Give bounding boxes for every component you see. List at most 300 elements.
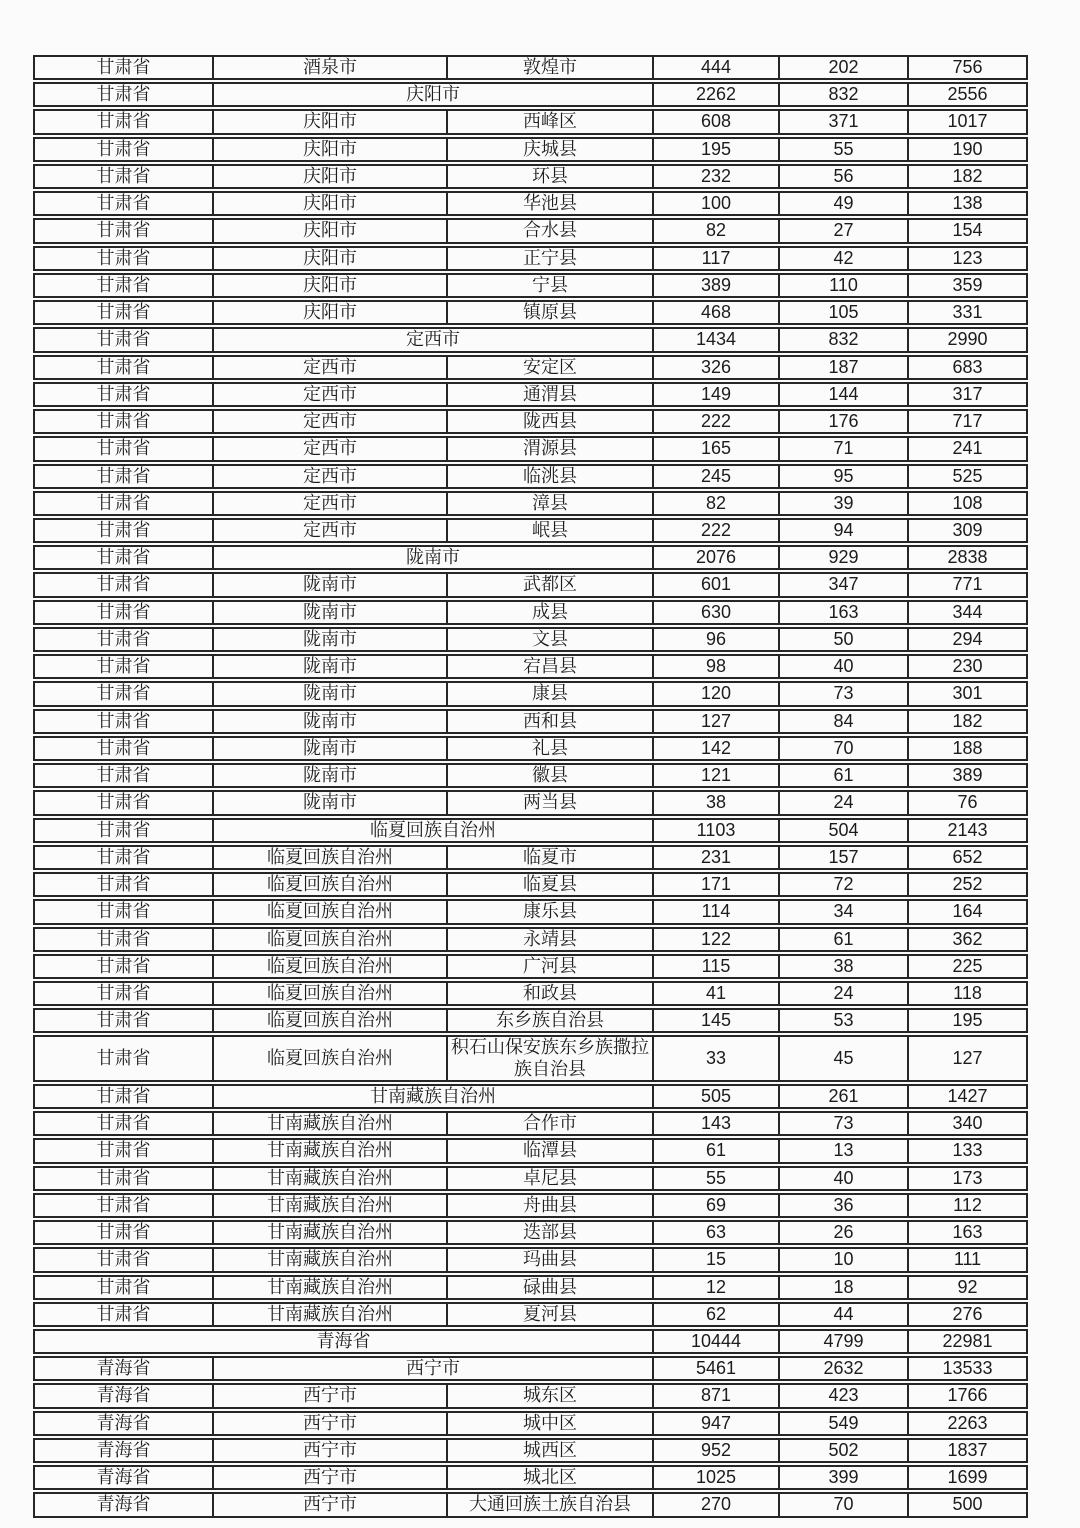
table-row bbox=[33, 627, 1028, 652]
value-cell: 389 bbox=[908, 763, 1028, 788]
table-row bbox=[33, 191, 1028, 216]
province-cell: 甘肃省 bbox=[33, 1302, 213, 1327]
county-cell: 渭源县 bbox=[447, 436, 653, 461]
value-cell: 1699 bbox=[908, 1465, 1028, 1490]
value-cell: 245 bbox=[653, 464, 779, 489]
city-cell: 陇南市 bbox=[213, 572, 447, 597]
city-cell: 定西市 bbox=[213, 382, 447, 407]
value-cell: 121 bbox=[653, 763, 779, 788]
city-cell: 庆阳市 bbox=[213, 164, 447, 189]
value-cell: 294 bbox=[908, 627, 1028, 652]
county-cell: 徽县 bbox=[447, 763, 653, 788]
table-row bbox=[33, 845, 1028, 870]
city-cell: 定西市 bbox=[213, 518, 447, 543]
value-cell: 84 bbox=[779, 709, 908, 734]
city-cell: 陇南市 bbox=[213, 709, 447, 734]
value-cell: 95 bbox=[779, 464, 908, 489]
table-body bbox=[33, 55, 1028, 1518]
table-row bbox=[33, 518, 1028, 543]
value-cell: 145 bbox=[653, 1008, 779, 1033]
province-cell: 甘肃省 bbox=[33, 654, 213, 679]
value-cell: 38 bbox=[653, 790, 779, 815]
county-cell: 迭部县 bbox=[447, 1220, 653, 1245]
value-cell: 331 bbox=[908, 300, 1028, 325]
table-row bbox=[33, 899, 1028, 924]
value-cell: 225 bbox=[908, 954, 1028, 979]
province-cell: 甘肃省 bbox=[33, 681, 213, 706]
value-cell: 1017 bbox=[908, 109, 1028, 134]
value-cell: 34 bbox=[779, 899, 908, 924]
value-cell: 608 bbox=[653, 109, 779, 134]
value-cell: 82 bbox=[653, 218, 779, 243]
value-cell: 73 bbox=[779, 681, 908, 706]
county-cell: 夏河县 bbox=[447, 1302, 653, 1327]
province-cell: 甘肃省 bbox=[33, 137, 213, 162]
county-cell: 舟曲县 bbox=[447, 1193, 653, 1218]
value-cell: 2262 bbox=[653, 82, 779, 107]
city-cell: 陇南市 bbox=[213, 681, 447, 706]
value-cell: 96 bbox=[653, 627, 779, 652]
value-cell: 26 bbox=[779, 1220, 908, 1245]
value-cell: 195 bbox=[908, 1008, 1028, 1033]
city-total-cell: 临夏回族自治州 bbox=[213, 818, 653, 843]
value-cell: 1837 bbox=[908, 1438, 1028, 1463]
city-total-cell: 甘南藏族自治州 bbox=[213, 1084, 653, 1109]
city-cell: 甘南藏族自治州 bbox=[213, 1302, 447, 1327]
city-total-cell: 西宁市 bbox=[213, 1356, 653, 1381]
city-cell: 甘南藏族自治州 bbox=[213, 1247, 447, 1272]
county-cell: 大通回族土族自治县 bbox=[447, 1492, 653, 1517]
value-cell: 120 bbox=[653, 681, 779, 706]
value-cell: 133 bbox=[908, 1138, 1028, 1163]
province-cell: 青海省 bbox=[33, 1383, 213, 1408]
city-cell: 临夏回族自治州 bbox=[213, 899, 447, 924]
city-cell: 定西市 bbox=[213, 436, 447, 461]
value-cell: 100 bbox=[653, 191, 779, 216]
city-cell: 临夏回族自治州 bbox=[213, 872, 447, 897]
province-cell: 甘肃省 bbox=[33, 55, 213, 80]
table-row bbox=[33, 1383, 1028, 1408]
province-cell: 甘肃省 bbox=[33, 464, 213, 489]
province-cell: 青海省 bbox=[33, 1356, 213, 1381]
value-cell: 71 bbox=[779, 436, 908, 461]
county-cell: 西峰区 bbox=[447, 109, 653, 134]
table-row bbox=[33, 1492, 1028, 1517]
value-cell: 222 bbox=[653, 518, 779, 543]
county-cell: 漳县 bbox=[447, 491, 653, 516]
city-cell: 临夏回族自治州 bbox=[213, 981, 447, 1006]
province-cell: 青海省 bbox=[33, 1438, 213, 1463]
city-cell: 庆阳市 bbox=[213, 273, 447, 298]
value-cell: 222 bbox=[653, 409, 779, 434]
city-cell: 甘南藏族自治州 bbox=[213, 1166, 447, 1191]
province-cell: 甘肃省 bbox=[33, 273, 213, 298]
county-cell: 城东区 bbox=[447, 1383, 653, 1408]
value-cell: 2263 bbox=[908, 1411, 1028, 1436]
province-cell: 甘肃省 bbox=[33, 382, 213, 407]
table-row bbox=[33, 300, 1028, 325]
value-cell: 1766 bbox=[908, 1383, 1028, 1408]
value-cell: 92 bbox=[908, 1275, 1028, 1300]
value-cell: 56 bbox=[779, 164, 908, 189]
city-cell: 甘南藏族自治州 bbox=[213, 1193, 447, 1218]
county-cell: 临夏市 bbox=[447, 845, 653, 870]
value-cell: 756 bbox=[908, 55, 1028, 80]
value-cell: 929 bbox=[779, 545, 908, 570]
value-cell: 142 bbox=[653, 736, 779, 761]
province-cell: 甘肃省 bbox=[33, 164, 213, 189]
value-cell: 504 bbox=[779, 818, 908, 843]
city-cell: 临夏回族自治州 bbox=[213, 954, 447, 979]
province-cell: 青海省 bbox=[33, 1492, 213, 1517]
value-cell: 187 bbox=[779, 355, 908, 380]
county-cell: 合水县 bbox=[447, 218, 653, 243]
province-cell: 甘肃省 bbox=[33, 1084, 213, 1109]
county-cell: 正宁县 bbox=[447, 246, 653, 271]
county-cell: 文县 bbox=[447, 627, 653, 652]
value-cell: 2143 bbox=[908, 818, 1028, 843]
value-cell: 111 bbox=[908, 1247, 1028, 1272]
table-row bbox=[33, 1166, 1028, 1191]
city-cell: 临夏回族自治州 bbox=[213, 1035, 447, 1081]
value-cell: 188 bbox=[908, 736, 1028, 761]
county-cell: 敦煌市 bbox=[447, 55, 653, 80]
value-cell: 276 bbox=[908, 1302, 1028, 1327]
county-cell: 城北区 bbox=[447, 1465, 653, 1490]
value-cell: 55 bbox=[653, 1166, 779, 1191]
value-cell: 13533 bbox=[908, 1356, 1028, 1381]
value-cell: 61 bbox=[779, 763, 908, 788]
county-cell: 武都区 bbox=[447, 572, 653, 597]
province-cell: 甘肃省 bbox=[33, 355, 213, 380]
value-cell: 63 bbox=[653, 1220, 779, 1245]
table-row bbox=[33, 82, 1028, 107]
value-cell: 72 bbox=[779, 872, 908, 897]
county-cell: 城西区 bbox=[447, 1438, 653, 1463]
value-cell: 61 bbox=[653, 1138, 779, 1163]
table-row bbox=[33, 491, 1028, 516]
province-cell: 甘肃省 bbox=[33, 899, 213, 924]
table-row bbox=[33, 1247, 1028, 1272]
value-cell: 5461 bbox=[653, 1356, 779, 1381]
city-cell: 陇南市 bbox=[213, 654, 447, 679]
county-cell: 东乡族自治县 bbox=[447, 1008, 653, 1033]
value-cell: 143 bbox=[653, 1111, 779, 1136]
value-cell: 182 bbox=[908, 709, 1028, 734]
value-cell: 163 bbox=[908, 1220, 1028, 1245]
city-cell: 陇南市 bbox=[213, 600, 447, 625]
table-row bbox=[33, 109, 1028, 134]
value-cell: 326 bbox=[653, 355, 779, 380]
value-cell: 105 bbox=[779, 300, 908, 325]
table-row bbox=[33, 709, 1028, 734]
value-cell: 24 bbox=[779, 981, 908, 1006]
value-cell: 127 bbox=[653, 709, 779, 734]
table-row bbox=[33, 681, 1028, 706]
city-cell: 庆阳市 bbox=[213, 300, 447, 325]
value-cell: 344 bbox=[908, 600, 1028, 625]
county-cell: 华池县 bbox=[447, 191, 653, 216]
province-cell: 甘肃省 bbox=[33, 1247, 213, 1272]
table-row bbox=[33, 327, 1028, 352]
county-cell: 临潭县 bbox=[447, 1138, 653, 1163]
value-cell: 1025 bbox=[653, 1465, 779, 1490]
table-row bbox=[33, 572, 1028, 597]
value-cell: 118 bbox=[908, 981, 1028, 1006]
value-cell: 149 bbox=[653, 382, 779, 407]
province-cell: 甘肃省 bbox=[33, 709, 213, 734]
province-cell: 甘肃省 bbox=[33, 518, 213, 543]
city-cell: 西宁市 bbox=[213, 1492, 447, 1517]
county-cell: 卓尼县 bbox=[447, 1166, 653, 1191]
value-cell: 69 bbox=[653, 1193, 779, 1218]
county-cell: 岷县 bbox=[447, 518, 653, 543]
value-cell: 49 bbox=[779, 191, 908, 216]
value-cell: 108 bbox=[908, 491, 1028, 516]
table-row bbox=[33, 1008, 1028, 1033]
table-row bbox=[33, 1356, 1028, 1381]
city-cell: 酒泉市 bbox=[213, 55, 447, 80]
table-row bbox=[33, 872, 1028, 897]
province-cell: 甘肃省 bbox=[33, 1275, 213, 1300]
table-row bbox=[33, 1411, 1028, 1436]
value-cell: 44 bbox=[779, 1302, 908, 1327]
city-cell: 西宁市 bbox=[213, 1465, 447, 1490]
table-row bbox=[33, 164, 1028, 189]
province-cell: 甘肃省 bbox=[33, 1008, 213, 1033]
value-cell: 359 bbox=[908, 273, 1028, 298]
table-row bbox=[33, 545, 1028, 570]
table-row bbox=[33, 1084, 1028, 1109]
county-cell: 广河县 bbox=[447, 954, 653, 979]
province-cell: 甘肃省 bbox=[33, 818, 213, 843]
table-row bbox=[33, 1035, 1028, 1081]
table-row bbox=[33, 137, 1028, 162]
county-cell: 临夏县 bbox=[447, 872, 653, 897]
value-cell: 241 bbox=[908, 436, 1028, 461]
county-cell: 城中区 bbox=[447, 1411, 653, 1436]
province-cell: 甘肃省 bbox=[33, 845, 213, 870]
table-row bbox=[33, 273, 1028, 298]
value-cell: 371 bbox=[779, 109, 908, 134]
county-cell: 玛曲县 bbox=[447, 1247, 653, 1272]
province-cell: 甘肃省 bbox=[33, 927, 213, 952]
province-cell: 青海省 bbox=[33, 1411, 213, 1436]
table-row bbox=[33, 218, 1028, 243]
value-cell: 202 bbox=[779, 55, 908, 80]
value-cell: 12 bbox=[653, 1275, 779, 1300]
county-cell: 成县 bbox=[447, 600, 653, 625]
county-cell: 西和县 bbox=[447, 709, 653, 734]
value-cell: 1103 bbox=[653, 818, 779, 843]
city-total-cell: 庆阳市 bbox=[213, 82, 653, 107]
value-cell: 154 bbox=[908, 218, 1028, 243]
city-cell: 甘南藏族自治州 bbox=[213, 1275, 447, 1300]
county-cell: 永靖县 bbox=[447, 927, 653, 952]
city-cell: 庆阳市 bbox=[213, 109, 447, 134]
value-cell: 231 bbox=[653, 845, 779, 870]
value-cell: 683 bbox=[908, 355, 1028, 380]
value-cell: 53 bbox=[779, 1008, 908, 1033]
city-cell: 临夏回族自治州 bbox=[213, 845, 447, 870]
city-cell: 甘南藏族自治州 bbox=[213, 1220, 447, 1245]
county-cell: 环县 bbox=[447, 164, 653, 189]
value-cell: 82 bbox=[653, 491, 779, 516]
province-cell: 甘肃省 bbox=[33, 763, 213, 788]
value-cell: 1434 bbox=[653, 327, 779, 352]
city-cell: 临夏回族自治州 bbox=[213, 1008, 447, 1033]
value-cell: 230 bbox=[908, 654, 1028, 679]
value-cell: 505 bbox=[653, 1084, 779, 1109]
value-cell: 549 bbox=[779, 1411, 908, 1436]
value-cell: 771 bbox=[908, 572, 1028, 597]
value-cell: 10444 bbox=[653, 1329, 779, 1354]
table-row bbox=[33, 1465, 1028, 1490]
value-cell: 112 bbox=[908, 1193, 1028, 1218]
city-cell: 甘南藏族自治州 bbox=[213, 1138, 447, 1163]
value-cell: 138 bbox=[908, 191, 1028, 216]
value-cell: 18 bbox=[779, 1275, 908, 1300]
value-cell: 270 bbox=[653, 1492, 779, 1517]
city-cell: 定西市 bbox=[213, 491, 447, 516]
table-row bbox=[33, 1220, 1028, 1245]
county-cell: 康乐县 bbox=[447, 899, 653, 924]
table-row bbox=[33, 55, 1028, 80]
region-statistics-table bbox=[33, 53, 1028, 1520]
city-cell: 甘南藏族自治州 bbox=[213, 1111, 447, 1136]
province-cell: 甘肃省 bbox=[33, 736, 213, 761]
province-cell: 甘肃省 bbox=[33, 790, 213, 815]
value-cell: 652 bbox=[908, 845, 1028, 870]
table-row bbox=[33, 981, 1028, 1006]
table-row bbox=[33, 763, 1028, 788]
county-cell: 礼县 bbox=[447, 736, 653, 761]
province-cell: 甘肃省 bbox=[33, 82, 213, 107]
province-cell: 甘肃省 bbox=[33, 300, 213, 325]
city-total-cell: 陇南市 bbox=[213, 545, 653, 570]
value-cell: 362 bbox=[908, 927, 1028, 952]
value-cell: 601 bbox=[653, 572, 779, 597]
value-cell: 115 bbox=[653, 954, 779, 979]
city-cell: 庆阳市 bbox=[213, 218, 447, 243]
table-row bbox=[33, 382, 1028, 407]
value-cell: 317 bbox=[908, 382, 1028, 407]
value-cell: 164 bbox=[908, 899, 1028, 924]
city-cell: 西宁市 bbox=[213, 1383, 447, 1408]
province-cell: 甘肃省 bbox=[33, 1166, 213, 1191]
value-cell: 38 bbox=[779, 954, 908, 979]
province-cell: 甘肃省 bbox=[33, 327, 213, 352]
province-cell: 甘肃省 bbox=[33, 1193, 213, 1218]
table-row bbox=[33, 409, 1028, 434]
value-cell: 42 bbox=[779, 246, 908, 271]
value-cell: 70 bbox=[779, 736, 908, 761]
table-row bbox=[33, 246, 1028, 271]
table-row bbox=[33, 954, 1028, 979]
province-cell: 甘肃省 bbox=[33, 1138, 213, 1163]
table-row bbox=[33, 355, 1028, 380]
county-cell: 康县 bbox=[447, 681, 653, 706]
value-cell: 22981 bbox=[908, 1329, 1028, 1354]
value-cell: 76 bbox=[908, 790, 1028, 815]
value-cell: 27 bbox=[779, 218, 908, 243]
city-cell: 西宁市 bbox=[213, 1411, 447, 1436]
value-cell: 500 bbox=[908, 1492, 1028, 1517]
county-cell: 合作市 bbox=[447, 1111, 653, 1136]
table-row bbox=[33, 736, 1028, 761]
table-row bbox=[33, 818, 1028, 843]
value-cell: 171 bbox=[653, 872, 779, 897]
value-cell: 165 bbox=[653, 436, 779, 461]
value-cell: 630 bbox=[653, 600, 779, 625]
county-cell: 临洮县 bbox=[447, 464, 653, 489]
value-cell: 2632 bbox=[779, 1356, 908, 1381]
value-cell: 33 bbox=[653, 1035, 779, 1081]
value-cell: 468 bbox=[653, 300, 779, 325]
value-cell: 190 bbox=[908, 137, 1028, 162]
value-cell: 195 bbox=[653, 137, 779, 162]
province-cell: 甘肃省 bbox=[33, 246, 213, 271]
value-cell: 114 bbox=[653, 899, 779, 924]
county-cell: 陇西县 bbox=[447, 409, 653, 434]
value-cell: 182 bbox=[908, 164, 1028, 189]
value-cell: 40 bbox=[779, 654, 908, 679]
province-cell: 甘肃省 bbox=[33, 436, 213, 461]
value-cell: 127 bbox=[908, 1035, 1028, 1081]
value-cell: 871 bbox=[653, 1383, 779, 1408]
value-cell: 94 bbox=[779, 518, 908, 543]
table-row bbox=[33, 1138, 1028, 1163]
value-cell: 832 bbox=[779, 327, 908, 352]
table-row bbox=[33, 1193, 1028, 1218]
value-cell: 144 bbox=[779, 382, 908, 407]
table-row bbox=[33, 1329, 1028, 1354]
value-cell: 36 bbox=[779, 1193, 908, 1218]
table-row bbox=[33, 436, 1028, 461]
province-cell: 甘肃省 bbox=[33, 872, 213, 897]
city-cell: 临夏回族自治州 bbox=[213, 927, 447, 952]
province-cell: 甘肃省 bbox=[33, 981, 213, 1006]
value-cell: 2556 bbox=[908, 82, 1028, 107]
table-row bbox=[33, 1438, 1028, 1463]
value-cell: 1427 bbox=[908, 1084, 1028, 1109]
city-cell: 定西市 bbox=[213, 409, 447, 434]
table-row bbox=[33, 1302, 1028, 1327]
city-cell: 庆阳市 bbox=[213, 137, 447, 162]
city-cell: 西宁市 bbox=[213, 1438, 447, 1463]
value-cell: 41 bbox=[653, 981, 779, 1006]
value-cell: 45 bbox=[779, 1035, 908, 1081]
province-cell: 甘肃省 bbox=[33, 218, 213, 243]
value-cell: 2838 bbox=[908, 545, 1028, 570]
value-cell: 947 bbox=[653, 1411, 779, 1436]
value-cell: 176 bbox=[779, 409, 908, 434]
value-cell: 70 bbox=[779, 1492, 908, 1517]
value-cell: 423 bbox=[779, 1383, 908, 1408]
value-cell: 24 bbox=[779, 790, 908, 815]
city-cell: 庆阳市 bbox=[213, 191, 447, 216]
province-cell: 甘肃省 bbox=[33, 545, 213, 570]
value-cell: 340 bbox=[908, 1111, 1028, 1136]
table-row bbox=[33, 927, 1028, 952]
city-cell: 定西市 bbox=[213, 464, 447, 489]
province-cell: 甘肃省 bbox=[33, 954, 213, 979]
value-cell: 832 bbox=[779, 82, 908, 107]
value-cell: 123 bbox=[908, 246, 1028, 271]
value-cell: 301 bbox=[908, 681, 1028, 706]
value-cell: 62 bbox=[653, 1302, 779, 1327]
province-total-cell: 青海省 bbox=[33, 1329, 653, 1354]
